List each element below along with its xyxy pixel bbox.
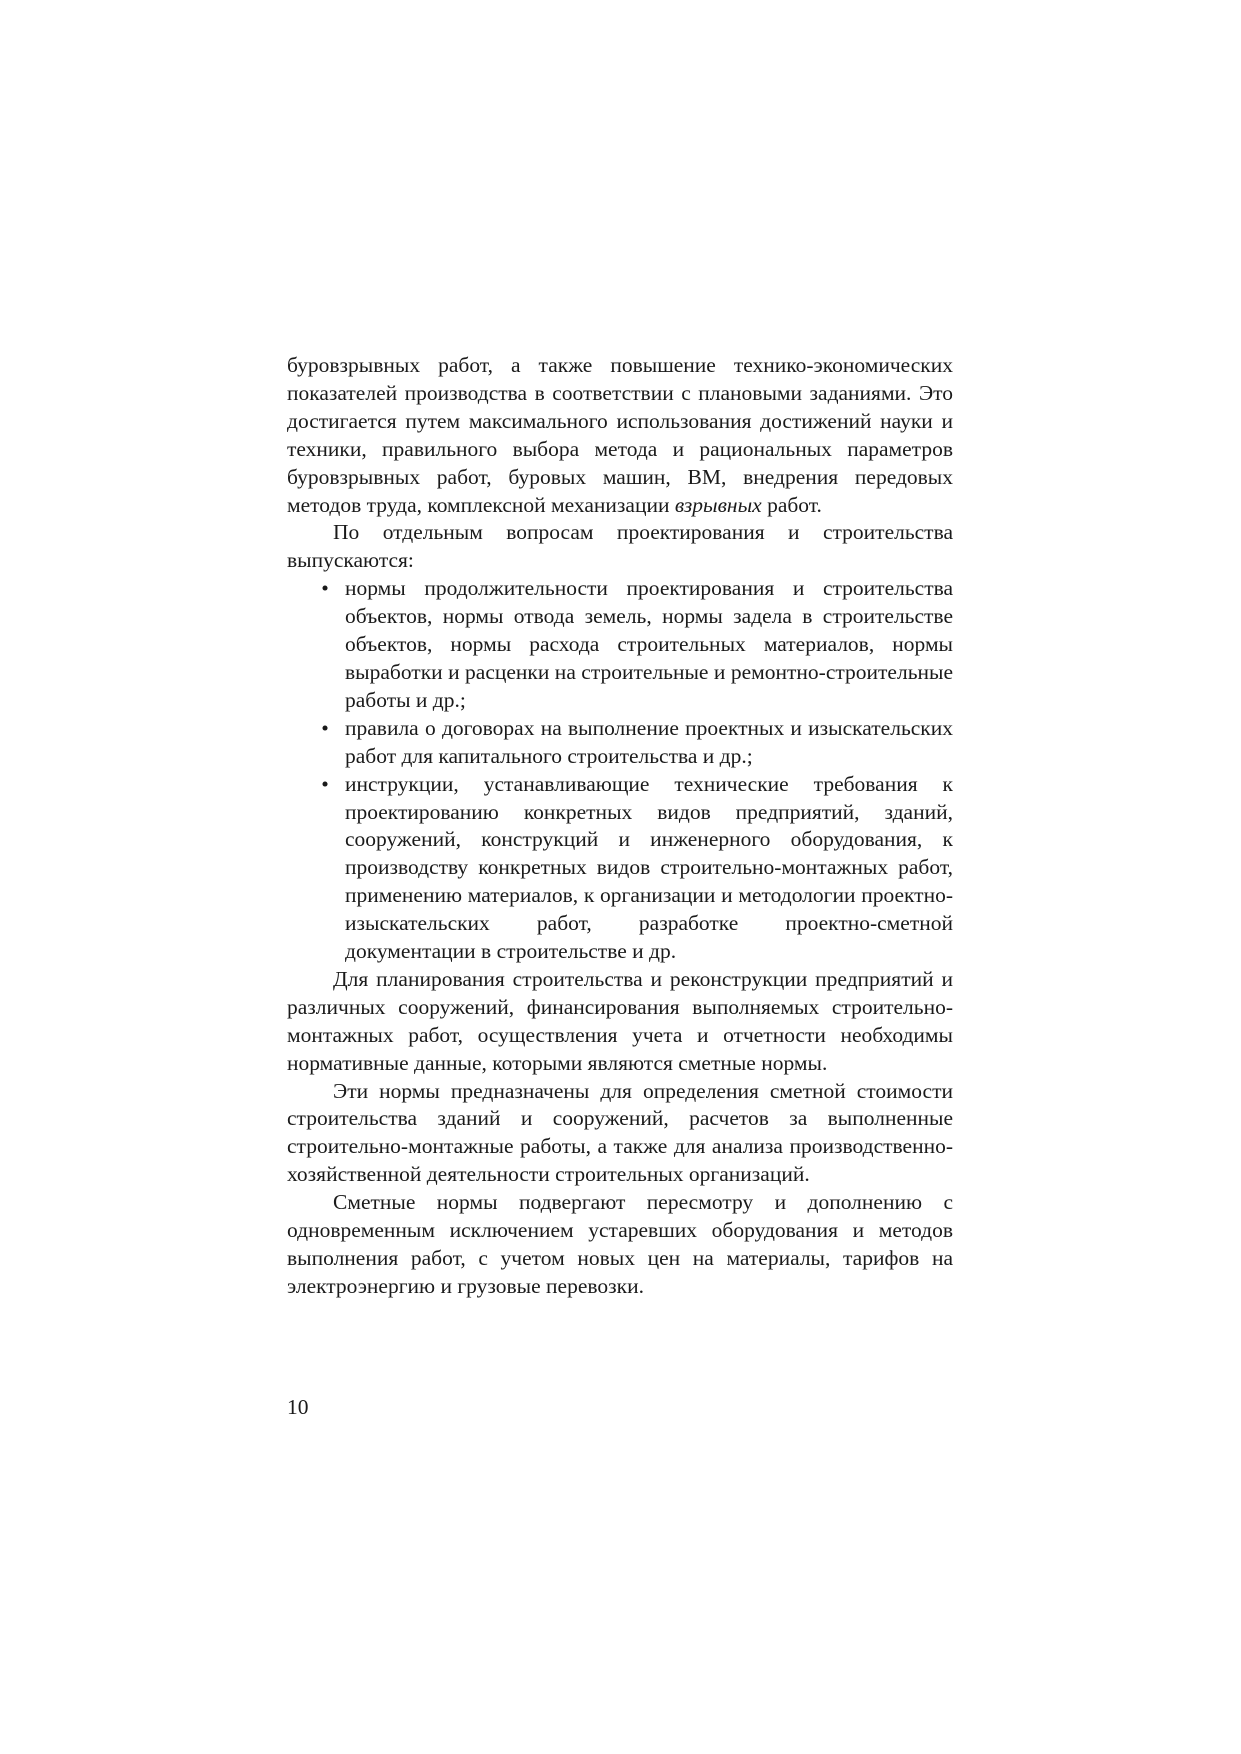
body-text [287, 352, 953, 1301]
list-item-text: инструкции, устанавливающие технические требования к проектированию конкретных видов предприятий, зданий, сооружений, конструкций и инженерного оборудования, к производству конкретных видов строительно-монтажных работ, применению материалов, к организации и методологии проектно-изыскательских работ, разработке проектно-сметной документации в строительстве и др. [345, 771, 953, 964]
list-item [321, 715, 953, 771]
bullet-icon: • [321, 715, 329, 740]
paragraph-continued [287, 352, 953, 519]
list-item-text: нормы продолжительности проектирования и строительства объектов, нормы отвода земель, нормы задела в строительстве объектов, нормы расхода строительных материалов, нормы выработки и расценки на строительные и ремонтно-строительные работы и др.; [345, 576, 953, 712]
list-item [321, 771, 953, 966]
page-number: 10 [287, 1395, 309, 1419]
list-item [321, 575, 953, 715]
paragraph-norms-purpose: Эти нормы предназначены для определения сметной стоимости строительства зданий и сооружений, расчетов за выполненные строительно-монтажные работы, а также для анализа производственно-хозяйственной деятельности строительных организаций. [287, 1078, 953, 1187]
paragraph-estimate-norms: Для планирования строительства и реконструкции предприятий и различных сооружений, финансирования выполняемых строительно-монтажных работ, осуществления учета и отчетности необходимы нормативные данные, которыми являются сметные нормы. [287, 966, 953, 1075]
list-item-text: правила о договорах на выполнение проектных и изыскательских работ для капитального строительства и др.; [345, 715, 953, 768]
paragraph-intro-list: По отдельным вопросам проектирования и строительства выпускаются: [287, 520, 953, 573]
paragraph-norms-revision: Сметные нормы подвергают пересмотру и дополнению с одновременным исключением устаревших оборудования и методов выполнения работ, с учетом новых цен на материалы, тарифов на электроэнергию и грузовые перевозки. [287, 1190, 953, 1298]
paragraph-1-ending: работ. [761, 492, 822, 517]
italic-word: взрывных [674, 492, 762, 517]
paragraph-1-text: буровзрывных работ, а также повышение технико-экономических показателей производства в соответствии с плановыми заданиями. Это достигается путем максимального использования достижений науки и техники, правильного выбора метода и рациональных параметров буровзрывных работ, буровых машин, ВМ, внедрения передовых методов труда, комплексной механизации [287, 353, 953, 517]
bullet-icon: • [321, 576, 329, 601]
bullet-list [287, 575, 953, 966]
bullet-icon: • [321, 771, 329, 796]
